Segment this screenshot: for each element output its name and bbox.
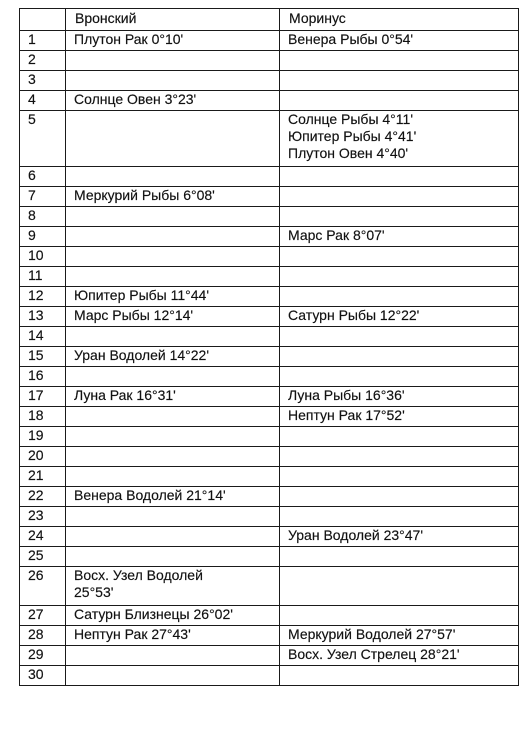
table-row (20, 71, 519, 91)
row-number: 30 (20, 666, 66, 686)
row-number: 13 (20, 307, 66, 327)
cell-morinus (280, 407, 519, 427)
table-row (20, 327, 519, 347)
row-number: 21 (20, 467, 66, 487)
cell-morinus (280, 167, 519, 187)
cell-morinus (280, 447, 519, 467)
cell-morinus (280, 227, 519, 247)
table-row (20, 387, 519, 407)
cell-vronsky (66, 467, 280, 487)
cell-vronsky (66, 111, 280, 167)
table-row (20, 207, 519, 227)
table-row (20, 287, 519, 307)
row-number: 9 (20, 227, 66, 247)
cell-vronsky (66, 367, 280, 387)
comparison-table (19, 8, 519, 686)
table-row (20, 606, 519, 626)
planet-position: Марс Рак 8°07' (288, 227, 385, 243)
cell-vronsky (66, 427, 280, 447)
planet-position: Луна Рак 16°31' (74, 387, 176, 403)
header-row (20, 9, 519, 31)
row-number: 10 (20, 247, 66, 267)
row-number: 20 (20, 447, 66, 467)
cell-morinus (280, 606, 519, 626)
table-body (20, 31, 519, 686)
cell-vronsky (66, 626, 280, 646)
table-row (20, 31, 519, 51)
table-row (20, 547, 519, 567)
header-vronsky: Вронский (66, 9, 280, 31)
cell-morinus (280, 111, 519, 167)
planet-position: Нептун Рак 27°43' (74, 626, 191, 642)
row-number: 4 (20, 91, 66, 111)
table-row (20, 267, 519, 287)
cell-vronsky (66, 447, 280, 467)
cell-morinus (280, 347, 519, 367)
table-row (20, 467, 519, 487)
cell-vronsky (66, 71, 280, 91)
cell-morinus (280, 31, 519, 51)
cell-morinus (280, 547, 519, 567)
planet-position: Венера Рыбы 0°54' (288, 31, 414, 47)
cell-vronsky (66, 507, 280, 527)
planet-position: Меркурий Рыбы 6°08' (74, 187, 215, 203)
row-number: 29 (20, 646, 66, 666)
planet-position: Марс Рыбы 12°14' (74, 307, 194, 323)
table-row (20, 407, 519, 427)
cell-morinus (280, 267, 519, 287)
planet-position: Нептун Рак 17°52' (288, 407, 405, 423)
row-number: 3 (20, 71, 66, 91)
cell-vronsky (66, 527, 280, 547)
planet-position: Солнце Овен 3°23' (74, 91, 197, 107)
row-number: 12 (20, 287, 66, 307)
table-row (20, 666, 519, 686)
header-morinus: Моринус (280, 9, 519, 31)
cell-vronsky (66, 247, 280, 267)
cell-vronsky (66, 207, 280, 227)
cell-morinus (280, 91, 519, 111)
cell-vronsky (66, 51, 280, 71)
row-number: 22 (20, 487, 66, 507)
cell-morinus (280, 626, 519, 646)
table-row (20, 626, 519, 646)
cell-morinus (280, 507, 519, 527)
table-row (20, 487, 519, 507)
row-number: 11 (20, 267, 66, 287)
table-row (20, 51, 519, 71)
cell-vronsky (66, 347, 280, 367)
cell-vronsky (66, 307, 280, 327)
planet-position: Венера Водолей 21°14' (74, 487, 226, 503)
planet-position: Юпитер Рыбы 4°41' (288, 128, 417, 144)
table-row (20, 646, 519, 666)
cell-morinus (280, 187, 519, 207)
row-number: 27 (20, 606, 66, 626)
table-row (20, 247, 519, 267)
row-number: 14 (20, 327, 66, 347)
row-number: 17 (20, 387, 66, 407)
cell-vronsky (66, 487, 280, 507)
row-number: 18 (20, 407, 66, 427)
cell-vronsky (66, 387, 280, 407)
table-row (20, 91, 519, 111)
cell-vronsky (66, 91, 280, 111)
cell-morinus (280, 427, 519, 447)
cell-vronsky (66, 567, 280, 606)
cell-morinus (280, 287, 519, 307)
cell-morinus (280, 307, 519, 327)
cell-morinus (280, 527, 519, 547)
cell-morinus (280, 467, 519, 487)
cell-vronsky (66, 167, 280, 187)
planet-position: Уран Водолей 23°47' (288, 527, 424, 543)
cell-vronsky (66, 31, 280, 51)
row-number: 26 (20, 567, 66, 606)
row-number: 24 (20, 527, 66, 547)
cell-morinus (280, 567, 519, 606)
row-number: 5 (20, 111, 66, 167)
table-row (20, 427, 519, 447)
header-number (20, 9, 66, 31)
table-row (20, 567, 519, 606)
planet-position: Восх. Узел Водолей (74, 567, 203, 583)
table-row (20, 347, 519, 367)
planet-position: Солнце Рыбы 4°11' (288, 111, 413, 127)
cell-vronsky (66, 267, 280, 287)
table-header (20, 9, 519, 31)
planet-position: 25°53' (74, 584, 114, 600)
cell-vronsky (66, 407, 280, 427)
cell-morinus (280, 387, 519, 407)
cell-morinus (280, 327, 519, 347)
row-number: 1 (20, 31, 66, 51)
planet-position: Плутон Овен 4°40' (288, 145, 409, 161)
cell-vronsky (66, 187, 280, 207)
cell-vronsky (66, 646, 280, 666)
row-number: 2 (20, 51, 66, 71)
cell-morinus (280, 207, 519, 227)
table-row (20, 507, 519, 527)
cell-vronsky (66, 287, 280, 307)
planet-position: Луна Рыбы 16°36' (288, 387, 405, 403)
cell-vronsky (66, 606, 280, 626)
row-number: 7 (20, 187, 66, 207)
planet-position: Уран Водолей 14°22' (74, 347, 210, 363)
cell-morinus (280, 51, 519, 71)
planet-position: Сатурн Рыбы 12°22' (288, 307, 420, 323)
table-row (20, 367, 519, 387)
cell-morinus (280, 666, 519, 686)
table-row (20, 307, 519, 327)
cell-vronsky (66, 327, 280, 347)
cell-morinus (280, 71, 519, 91)
planet-position: Меркурий Водолей 27°57' (288, 626, 456, 642)
cell-vronsky (66, 666, 280, 686)
row-number: 28 (20, 626, 66, 646)
row-number: 8 (20, 207, 66, 227)
row-number: 23 (20, 507, 66, 527)
planet-position: Восх. Узел Стрелец 28°21' (288, 646, 460, 662)
table-row (20, 187, 519, 207)
planet-position: Юпитер Рыбы 11°44' (74, 287, 210, 303)
table-row (20, 527, 519, 547)
planet-position: Плутон Рак 0°10' (74, 31, 184, 47)
cell-vronsky (66, 547, 280, 567)
cell-morinus (280, 646, 519, 666)
table-row (20, 447, 519, 467)
row-number: 25 (20, 547, 66, 567)
planet-position: Сатурн Близнецы 26°02' (74, 606, 233, 622)
row-number: 15 (20, 347, 66, 367)
row-number: 16 (20, 367, 66, 387)
row-number: 19 (20, 427, 66, 447)
cell-morinus (280, 247, 519, 267)
row-number: 6 (20, 167, 66, 187)
table-row (20, 227, 519, 247)
table-row (20, 111, 519, 167)
table-row (20, 167, 519, 187)
cell-vronsky (66, 227, 280, 247)
cell-morinus (280, 487, 519, 507)
cell-morinus (280, 367, 519, 387)
